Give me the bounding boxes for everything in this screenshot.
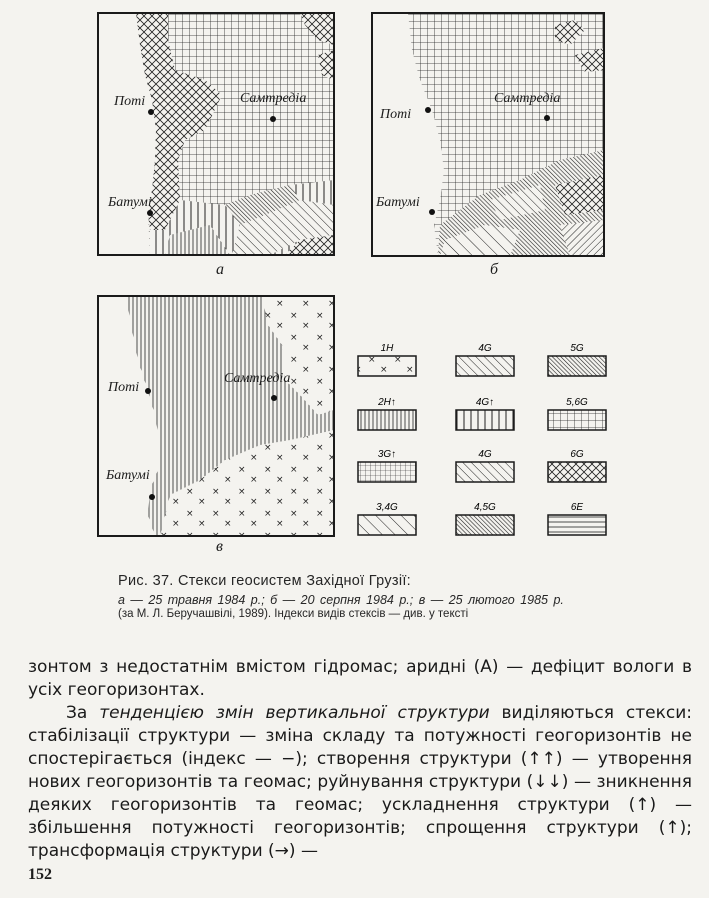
map-a [98, 13, 334, 255]
legend-swatch-1 [456, 356, 514, 376]
legend-label-10: 4,5G [474, 502, 496, 513]
paragraph-1: зонтом з недостатнім вмістом гідромас; аридні (А) — дефіцит вологи в усіх геогоризонтах. [28, 657, 692, 700]
figure-caption [118, 573, 678, 620]
page-number: 152 [28, 866, 52, 883]
legend-swatch-3 [358, 410, 416, 430]
map-a-poti-label: Поті [114, 94, 146, 109]
map-b-samtredia-label: Самтредіа [494, 91, 561, 106]
legend-swatch-7 [456, 462, 514, 482]
legend-label-6: 3G↑ [377, 449, 397, 460]
caption-source: (за М. Л. Беручашвілі, 1989). Індекси видів стексів — див. у тексті [118, 608, 469, 620]
paragraph-2-start: За [66, 703, 100, 723]
legend-label-7: 4G [478, 449, 492, 460]
legend-label-0: 1Н [380, 343, 394, 354]
legend-swatch-8 [548, 462, 606, 482]
body-text [28, 656, 692, 863]
legend [358, 343, 606, 535]
legend-swatch-2 [548, 356, 606, 376]
map-b-batumi-label: Батумі [376, 195, 420, 210]
legend-swatch-5 [548, 410, 606, 430]
map-c [98, 296, 334, 536]
legend-label-9: 3,4G [376, 502, 398, 513]
legend-label-2: 5G [570, 343, 584, 354]
map-c-letter: в [216, 538, 223, 555]
map-b-letter: б [490, 261, 499, 278]
legend-swatch-10 [456, 515, 514, 535]
legend-swatch-0 [358, 356, 416, 376]
map-b-poti-label: Поті [380, 107, 412, 122]
legend-swatch-6 [358, 462, 416, 482]
caption-title: Рис. 37. Стекси геосистем Західної Грузії: [118, 573, 411, 589]
paragraph-2 [28, 702, 692, 863]
map-c-batumi-label: Батумі [106, 468, 150, 483]
paragraph-2-italic: тенденцією змін вертикальної структури [99, 703, 490, 723]
map-a-batumi-label: Батумі [108, 195, 152, 210]
legend-label-4: 4G↑ [475, 397, 495, 408]
map-a-samtredia-label: Самтредіа [240, 91, 307, 106]
map-a-letter: а [216, 261, 224, 278]
legend-label-11: 6Е [570, 502, 584, 513]
legend-label-5: 5,6G [566, 397, 588, 408]
legend-label-8: 6G [570, 449, 584, 460]
paragraph-2-rest: виділяються стекси: стабілізації структури — зміна складу та потужності геогоризонтів не спостерігається (індекс — −); створення структури (↑↑) — утворення нових геогоризонтів та геомас; руйнування структури (↓↓) — зникнення деяких геогоризонтів та геомас; ускладнення структури (↑) — збільшення потужності геогоризонтів; спрощення структури (↑); трансформація структури (→) — [28, 703, 692, 861]
legend-label-1: 4G [478, 343, 492, 354]
legend-swatch-4 [456, 410, 514, 430]
legend-swatch-9 [358, 515, 416, 535]
legend-swatch-11 [548, 515, 606, 535]
legend-label-3: 2Н↑ [378, 397, 396, 408]
map-c-samtredia-label: Самтредіа [224, 371, 291, 386]
map-c-poti-label: Поті [108, 380, 140, 395]
caption-dates: а — 25 травня 1984 р.; б — 20 серпня 1984 р.; в — 25 лютого 1985 р. [118, 593, 564, 607]
map-b [372, 13, 604, 256]
